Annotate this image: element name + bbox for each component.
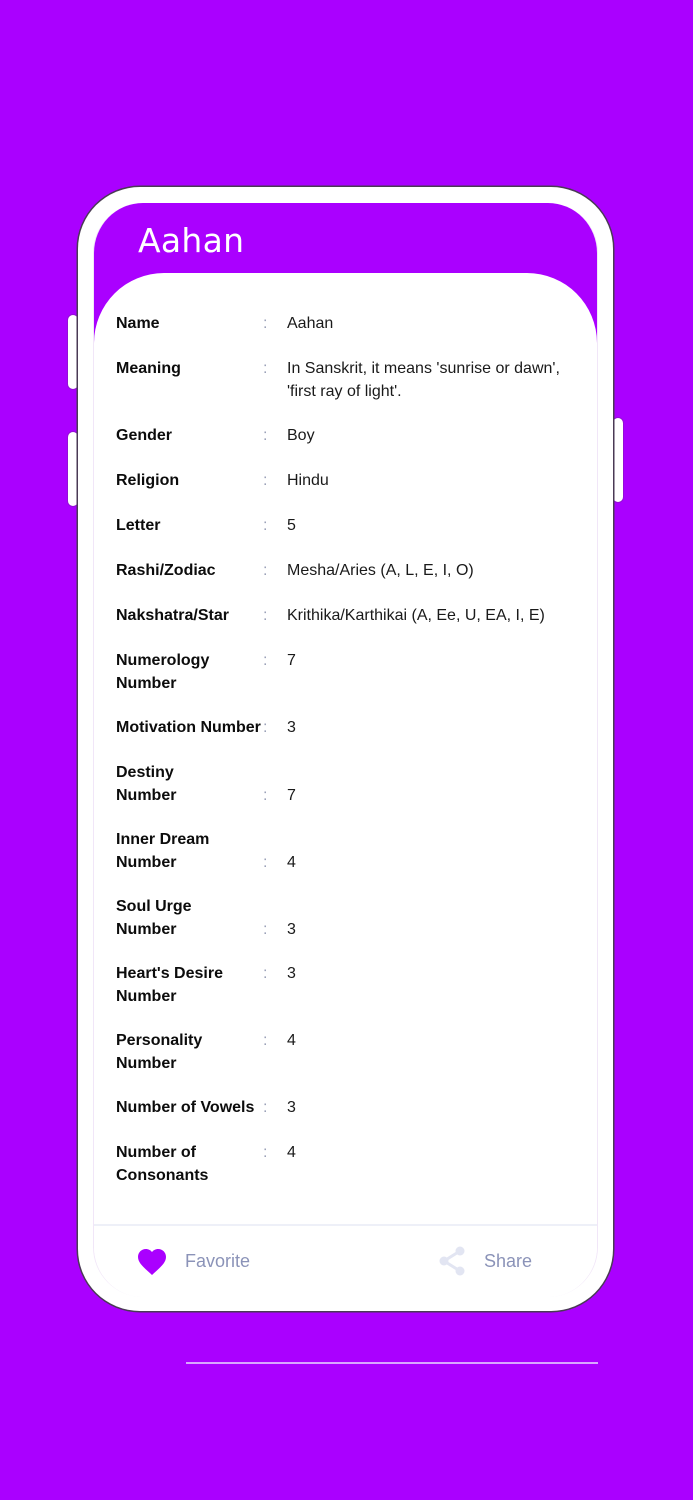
detail-value: Hindu: [287, 472, 329, 489]
detail-label: Number of Consonants: [116, 1144, 209, 1184]
detail-label: Numerology Number: [116, 652, 210, 692]
detail-row-rashi: [116, 560, 576, 583]
detail-colon: :: [263, 472, 268, 489]
detail-value: 3: [287, 719, 296, 736]
detail-row-consonants: [116, 1142, 576, 1187]
detail-row-nakshatra: [116, 605, 576, 628]
detail-value: Mesha/Aries (A, L, E, I, O): [287, 562, 474, 579]
detail-label: Letter: [116, 517, 161, 534]
detail-row-letter: [116, 515, 576, 538]
share-icon: [438, 1246, 466, 1276]
detail-value: 7: [287, 786, 296, 804]
detail-label: Name: [116, 315, 160, 332]
detail-value: 3: [287, 1099, 296, 1116]
home-indicator: [186, 1362, 598, 1364]
detail-value: 4: [287, 1032, 296, 1049]
detail-label: Religion: [116, 472, 180, 489]
detail-colon: :: [263, 786, 268, 804]
volume-up-button: [68, 315, 78, 389]
detail-colon: :: [263, 607, 268, 624]
volume-down-button: [68, 432, 78, 506]
detail-colon: :: [263, 1099, 268, 1116]
detail-colon: :: [263, 562, 268, 579]
detail-colon: :: [263, 652, 268, 669]
heart-icon: [136, 1246, 168, 1276]
detail-label: Rashi/Zodiac: [116, 562, 216, 579]
detail-value: In Sanskrit, it means 'sunrise or dawn', 'first ray of light'.: [287, 360, 560, 400]
favorite-button[interactable]: [136, 1246, 250, 1276]
detail-row-soul-urge: [116, 896, 576, 941]
detail-row-destiny: [116, 762, 576, 807]
share-button[interactable]: [438, 1246, 532, 1276]
detail-colon: :: [263, 965, 268, 982]
detail-value: 3: [287, 920, 296, 938]
detail-value: 5: [287, 517, 296, 534]
detail-label: Personality Number: [116, 1032, 203, 1072]
favorite-label: Favorite: [185, 1250, 251, 1271]
page-title: Aahan: [138, 221, 245, 260]
detail-colon: :: [263, 853, 268, 871]
detail-row-religion: [116, 470, 576, 493]
detail-value: Krithika/Karthikai (A, Ee, U, EA, I, E): [287, 607, 545, 624]
detail-colon: :: [263, 315, 268, 332]
detail-row-personality: [116, 1030, 576, 1075]
detail-label: Destiny Number: [116, 764, 177, 804]
detail-colon: :: [263, 920, 268, 938]
detail-label: Meaning: [116, 360, 181, 377]
detail-value: Aahan: [287, 315, 334, 332]
detail-row-hearts-desire: [116, 963, 576, 1008]
detail-colon: :: [263, 719, 268, 736]
detail-value: 3: [287, 965, 296, 982]
detail-colon: :: [263, 427, 268, 444]
detail-label: Motivation Number: [116, 719, 261, 736]
power-button: [613, 418, 623, 502]
detail-colon: :: [263, 1032, 268, 1049]
detail-label: Heart's Desire Number: [116, 965, 223, 1005]
detail-value: 4: [287, 1144, 296, 1161]
phone-screen: [93, 203, 598, 1297]
detail-row-meaning: [116, 358, 576, 403]
detail-colon: :: [263, 517, 268, 534]
detail-label: Soul Urge Number: [116, 898, 192, 938]
detail-value: 7: [287, 652, 296, 669]
detail-row-gender: [116, 425, 576, 448]
detail-row-motivation: [116, 717, 576, 740]
detail-value: Boy: [287, 427, 315, 444]
detail-label: Inner Dream Number: [116, 831, 210, 871]
share-label: Share: [484, 1250, 533, 1271]
detail-label: Nakshatra/Star: [116, 607, 229, 624]
footer-divider: [94, 1224, 597, 1226]
detail-row-numerology: [116, 650, 576, 695]
detail-row-name: [116, 313, 576, 336]
detail-row-inner-dream: [116, 829, 576, 874]
detail-label: Number of Vowels: [116, 1099, 255, 1116]
detail-colon: :: [263, 1144, 268, 1161]
detail-row-vowels: [116, 1097, 576, 1120]
detail-colon: :: [263, 360, 268, 377]
detail-value: 4: [287, 853, 296, 871]
detail-label: Gender: [116, 427, 173, 444]
